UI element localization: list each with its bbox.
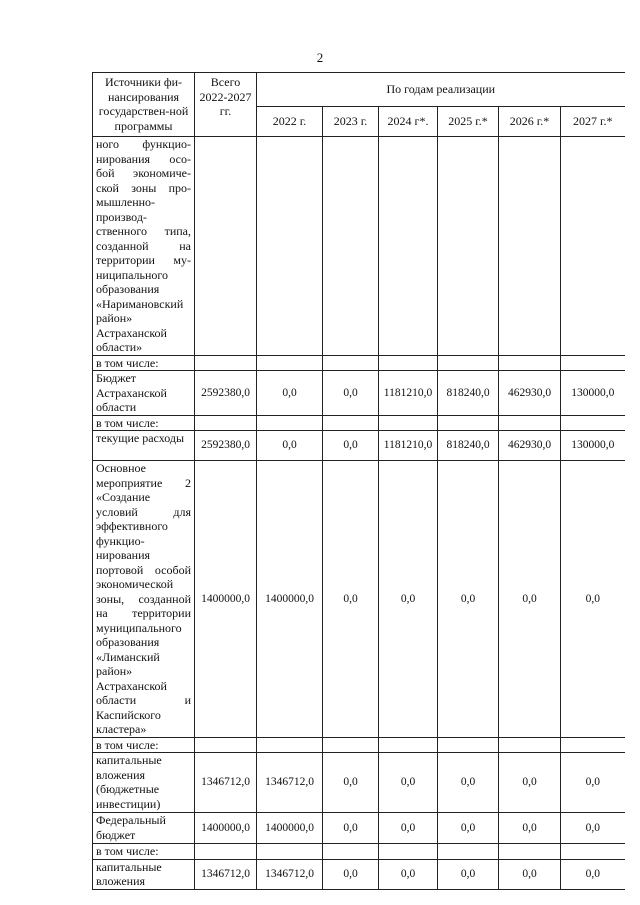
- cell-value: 0,0: [323, 431, 379, 461]
- cell-value: 0,0: [499, 813, 561, 844]
- row-label: капитальные вложения (бюджетные инвестиции): [93, 753, 195, 813]
- cell-value: 0,0: [438, 461, 499, 738]
- cell-value: 1400000,0: [195, 813, 257, 844]
- cell-value: 0,0: [499, 859, 561, 889]
- row-label: Бюджет Астраханской области: [93, 371, 195, 416]
- table-row: [93, 753, 625, 813]
- header-source: Источники фи-нансирования государствен-ной программы: [93, 73, 195, 137]
- table-row: [93, 355, 625, 371]
- page-number: 2: [316, 50, 324, 65]
- row-label: в том числе:: [93, 737, 195, 753]
- cell-value: 0,0: [438, 813, 499, 844]
- header-years-group: По годам реализации: [257, 73, 625, 107]
- cell-value: 0,0: [561, 753, 625, 813]
- cell-value: 0,0: [499, 753, 561, 813]
- header-year: 2023 г.: [323, 107, 379, 137]
- cell-value: 0,0: [323, 461, 379, 738]
- header-total: Всего 2022-2027 гг.: [195, 73, 257, 137]
- table-row: [93, 415, 625, 431]
- cell-value: 0,0: [257, 371, 323, 416]
- cell-value: 0,0: [379, 859, 438, 889]
- cell-value: 1400000,0: [195, 461, 257, 738]
- table-row: [93, 431, 625, 461]
- cell-value: 1346712,0: [257, 859, 323, 889]
- cell-value: 0,0: [379, 461, 438, 738]
- row-label: капитальные вложения: [93, 859, 195, 889]
- cell-value: 1181210,0: [379, 371, 438, 416]
- header-year: 2024 г*.: [379, 107, 438, 137]
- cell-value: 1400000,0: [257, 461, 323, 738]
- cell-value: 2592380,0: [195, 371, 257, 416]
- table-row: [93, 371, 625, 416]
- cell-value: 1181210,0: [379, 431, 438, 461]
- cell-value: 818240,0: [438, 371, 499, 416]
- cell-value: 1346712,0: [195, 753, 257, 813]
- header-year: 2027 г.*: [561, 107, 625, 137]
- row-label: в том числе:: [93, 355, 195, 371]
- cell-value: 0,0: [257, 431, 323, 461]
- header-year: 2026 г.*: [499, 107, 561, 137]
- table-row: [93, 137, 625, 356]
- row-label: в том числе:: [93, 844, 195, 860]
- cell-value: 0,0: [323, 859, 379, 889]
- cell-value: 2592380,0: [195, 431, 257, 461]
- cell-value: 462930,0: [499, 431, 561, 461]
- table-row: [93, 737, 625, 753]
- table-row: [93, 844, 625, 860]
- row-label: в том числе:: [93, 415, 195, 431]
- cell-value: 130000,0: [561, 431, 625, 461]
- cell-value: 130000,0: [561, 371, 625, 416]
- cell-value: 1346712,0: [195, 859, 257, 889]
- table-row: [93, 859, 625, 889]
- cell-value: 0,0: [323, 753, 379, 813]
- row-label: ного функцио-нирования осо-бой экономиче-ской зоны про-мышленно-производ-ственного типа, созданной на территории му-ниципального образования «Наримановский район» Астраханской области»: [93, 137, 195, 356]
- cell-value: 0,0: [499, 461, 561, 738]
- cell-value: 0,0: [379, 753, 438, 813]
- financing-table: [92, 72, 625, 890]
- table-row: [93, 461, 625, 738]
- header-year: 2025 г.*: [438, 107, 499, 137]
- cell-value: 0,0: [323, 813, 379, 844]
- table-row: [93, 813, 625, 844]
- cell-value: 0,0: [561, 859, 625, 889]
- cell-value: 0,0: [561, 813, 625, 844]
- cell-value: 462930,0: [499, 371, 561, 416]
- cell-value: 1400000,0: [257, 813, 323, 844]
- row-label: Федеральный бюджет: [93, 813, 195, 844]
- cell-value: 0,0: [323, 371, 379, 416]
- cell-value: 0,0: [438, 859, 499, 889]
- cell-value: 0,0: [438, 753, 499, 813]
- cell-value: 1346712,0: [257, 753, 323, 813]
- cell-value: 0,0: [561, 461, 625, 738]
- cell-value: 818240,0: [438, 431, 499, 461]
- header-year: 2022 г.: [257, 107, 323, 137]
- cell-value: 0,0: [379, 813, 438, 844]
- row-label: Основное мероприятие 2 «Создание условий для эффективного функцио-нирования портовой особой экономической зоны, созданной на территории муниципального образования «Лиманский район» Астраханской области и Каспийского кластера»: [93, 461, 195, 738]
- row-label: текущие расходы: [93, 431, 195, 461]
